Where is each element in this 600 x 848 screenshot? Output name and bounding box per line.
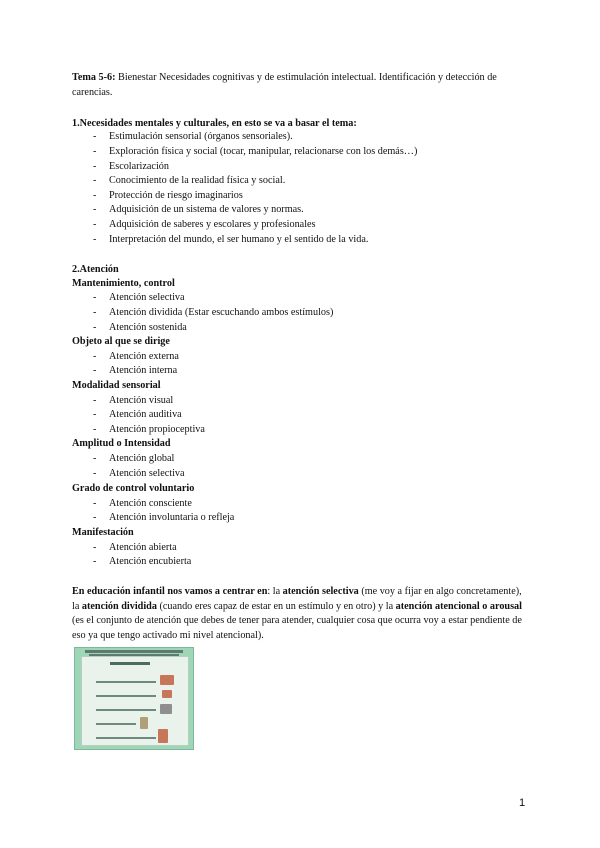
list-item: - Interpretación del mundo, el ser humano y el sentido de la vida. (93, 234, 369, 245)
section2-heading: 2.Atención (72, 264, 119, 275)
list-item: - Atención sostenida (93, 322, 187, 333)
group-title: Manifestación (72, 527, 134, 538)
list-item: - Atención global (93, 453, 175, 464)
intro-text: Bienestar Necesidades cognitivas y de estimulación intelectual. Identificación y detección de carencias. (72, 72, 497, 98)
list-item: - Estimulación sensorial (órganos sensoriales). (93, 131, 293, 142)
list-item: - Atención interna (93, 365, 178, 376)
list-item: - Atención visual (93, 395, 174, 406)
group-title: Modalidad sensorial (72, 380, 161, 391)
list-item: - Conocimiento de la realidad física y social. (93, 175, 286, 186)
group-title: Objeto al que se dirige (72, 336, 170, 347)
list-item: - Protección de riesgo imaginarios (93, 190, 243, 201)
group-title: Mantenimiento, control (72, 278, 175, 289)
section1-heading: 1.Necesidades mentales y culturales, en esto se va a basar el tema: (72, 118, 357, 129)
list-item: - Atención encubierta (93, 556, 192, 567)
list-item: - Atención auditiva (93, 409, 182, 420)
list-item: - Atención involuntaria o refleja (93, 512, 235, 523)
list-item: - Atención abierta (93, 542, 177, 553)
list-item: - Atención dividida (Estar escuchando ambos estímulos) (93, 307, 334, 318)
worksheet-photo (74, 647, 194, 750)
list-item: - Atención externa (93, 351, 179, 362)
list-item: - Atención selectiva (93, 292, 185, 303)
intro-label: Tema 5-6: (72, 72, 116, 83)
group-title: Grado de control voluntario (72, 483, 195, 494)
page-number: 1 (519, 797, 526, 809)
list-item: - Adquisición de un sistema de valores y normas. (93, 204, 304, 215)
closing-paragraph: En educación infantil nos vamos a centrar en: la atención selectiva (me voy a fijar en algo concretamente), la atención dividida (cuando eres capaz de estar en un estímulo y en otro) y la atención atencional o arousal (es el conjunto de atención que debes de tener para atender, cualquier cosa que ocurra voy a estar pendiente de eso ya que tengo activado mi nivel atencional). (72, 586, 522, 641)
list-item: - Exploración física y social (tocar, manipular, relacionarse con los demás…) (93, 146, 418, 157)
intro-paragraph (72, 71, 532, 100)
list-item: - Atención consciente (93, 498, 192, 509)
list-item: - Atención propioceptiva (93, 424, 205, 435)
list-item: - Atención selectiva (93, 468, 185, 479)
group-title: Amplitud o Intensidad (72, 438, 171, 449)
list-item: - Adquisición de saberes y escolares y profesionales (93, 219, 316, 230)
list-item: - Escolarización (93, 161, 169, 172)
